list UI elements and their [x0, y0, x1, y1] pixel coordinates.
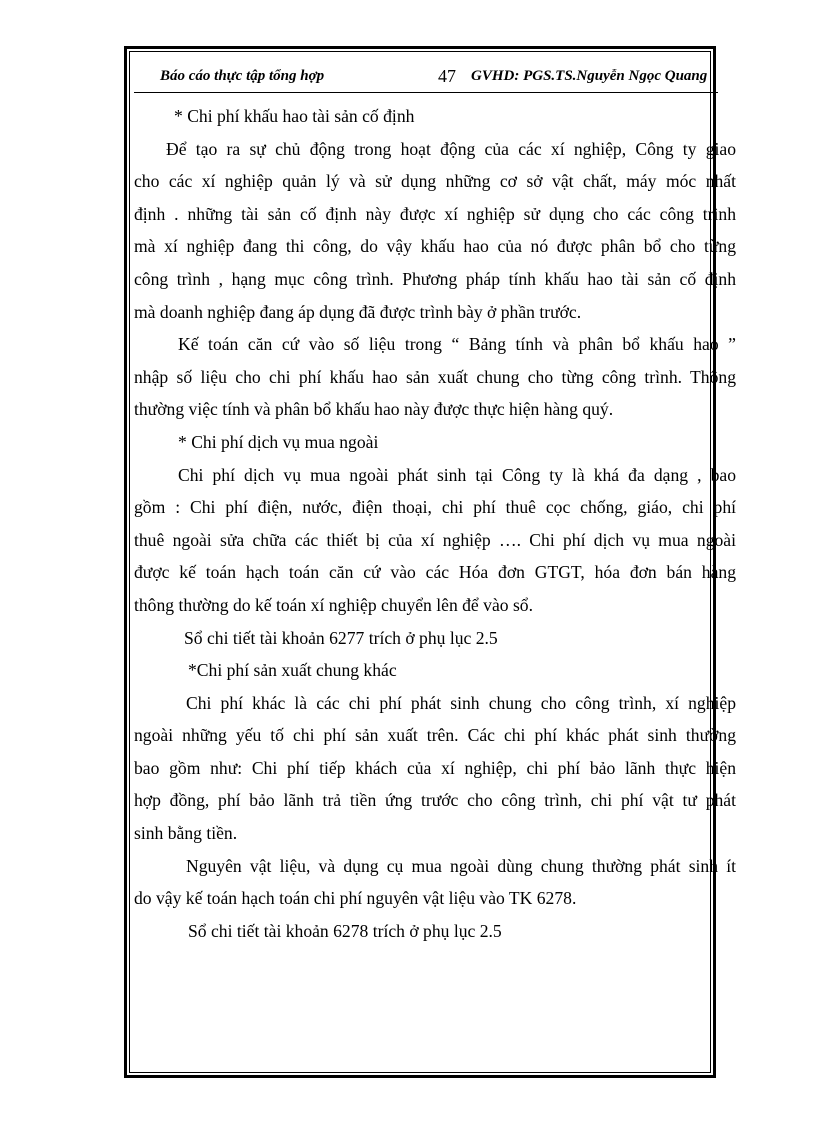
paragraph-line: thường việc tính và phân bổ khấu hao này được thực hiện hàng quý. [134, 399, 614, 420]
paragraph-line: Kế toán căn cứ vào số liệu trong “ Bảng tính và phân bổ khấu hao ” [178, 334, 736, 355]
paragraph-line: công trình , hạng mục công trình. Phương pháp tính khấu hao tài sản cố định [134, 268, 736, 289]
header-report-title: Báo cáo thực tập tổng hợp [160, 68, 325, 84]
ledger-reference-6277: Sổ chi tiết tài khoản 6277 trích ở phụ lục 2.5 [184, 627, 498, 648]
paragraph-line: bao gồm như: Chi phí tiếp khách của xí nghiệp, chi phí bảo lãnh thực hiện [134, 757, 736, 778]
paragraph-line: thông thường do kế toán xí nghiệp chuyển lên để vào sổ. [134, 594, 533, 615]
header-rule [134, 92, 718, 93]
section-heading-outsourced-services: * Chi phí dịch vụ mua ngoài [178, 431, 379, 452]
paragraph-line: mà doanh nghiệp đang áp dụng đã được trình bày ở phần trước. [134, 301, 582, 322]
ledger-reference-6278: Sổ chi tiết tài khoản 6278 trích ở phụ lục 2.5 [188, 920, 502, 941]
paragraph-line: cho các xí nghiệp quản lý và sử dụng những cơ sở vật chất, máy móc nhất [134, 171, 736, 192]
header-supervisor: GVHD: PGS.TS.Nguyễn Ngọc Quang [471, 68, 708, 84]
paragraph-line: Chi phí khác là các chi phí phát sinh chung cho công trình, xí nghiệp [186, 692, 736, 713]
paragraph-line: Nguyên vật liệu, và dụng cụ mua ngoài dùng chung thường phát sinh ít [186, 855, 736, 876]
paragraph-line: do vậy kế toán hạch toán chi phí nguyên vật liệu vào TK 6278. [134, 888, 577, 909]
paragraph-line: Chi phí dịch vụ mua ngoài phát sinh tại Công ty là khá đa dạng , bao [178, 464, 736, 485]
page-header [160, 66, 720, 90]
paragraph-line: nhập số liệu cho chi phí khấu hao sản xuất chung cho từng công trình. Thông [134, 366, 736, 387]
section-heading-depreciation: * Chi phí khấu hao tài sản cố định [174, 106, 415, 126]
paragraph-line: định . những tài sản cố định này được xí nghiệp sử dụng cho các công trình [134, 203, 736, 224]
paragraph-line: gồm : Chi phí điện, nước, điện thoại, chi phí thuê cọc chống, giáo, chi phí [134, 497, 736, 518]
paragraph-line: sinh bằng tiền. [134, 823, 238, 844]
paragraph-line: được kế toán hạch toán căn cứ vào các Hóa đơn GTGT, hóa đơn bán hàng [134, 562, 736, 583]
body-text [134, 100, 738, 947]
paragraph-line: hợp đồng, phí bảo lãnh trả tiền ứng trước cho công trình, chi phí vật tư phát [134, 790, 736, 811]
paragraph-line: mà xí nghiệp đang thi công, do vậy khấu hao của nó được phân bổ cho từng [134, 236, 736, 257]
paragraph-line: thuê ngoài sửa chữa các thiết bị của xí nghiệp …. Chi phí dịch vụ mua ngoài [134, 529, 736, 550]
section-heading-other-costs: *Chi phí sản xuất chung khác [188, 660, 397, 681]
paragraph-line: ngoài những yếu tố chi phí sản xuất trên. Các chi phí khác phát sinh thường [134, 725, 736, 746]
paragraph-line: Để tạo ra sự chủ động trong hoạt động của các xí nghiệp, Công ty giao [166, 138, 736, 159]
page-number: 47 [438, 66, 456, 86]
